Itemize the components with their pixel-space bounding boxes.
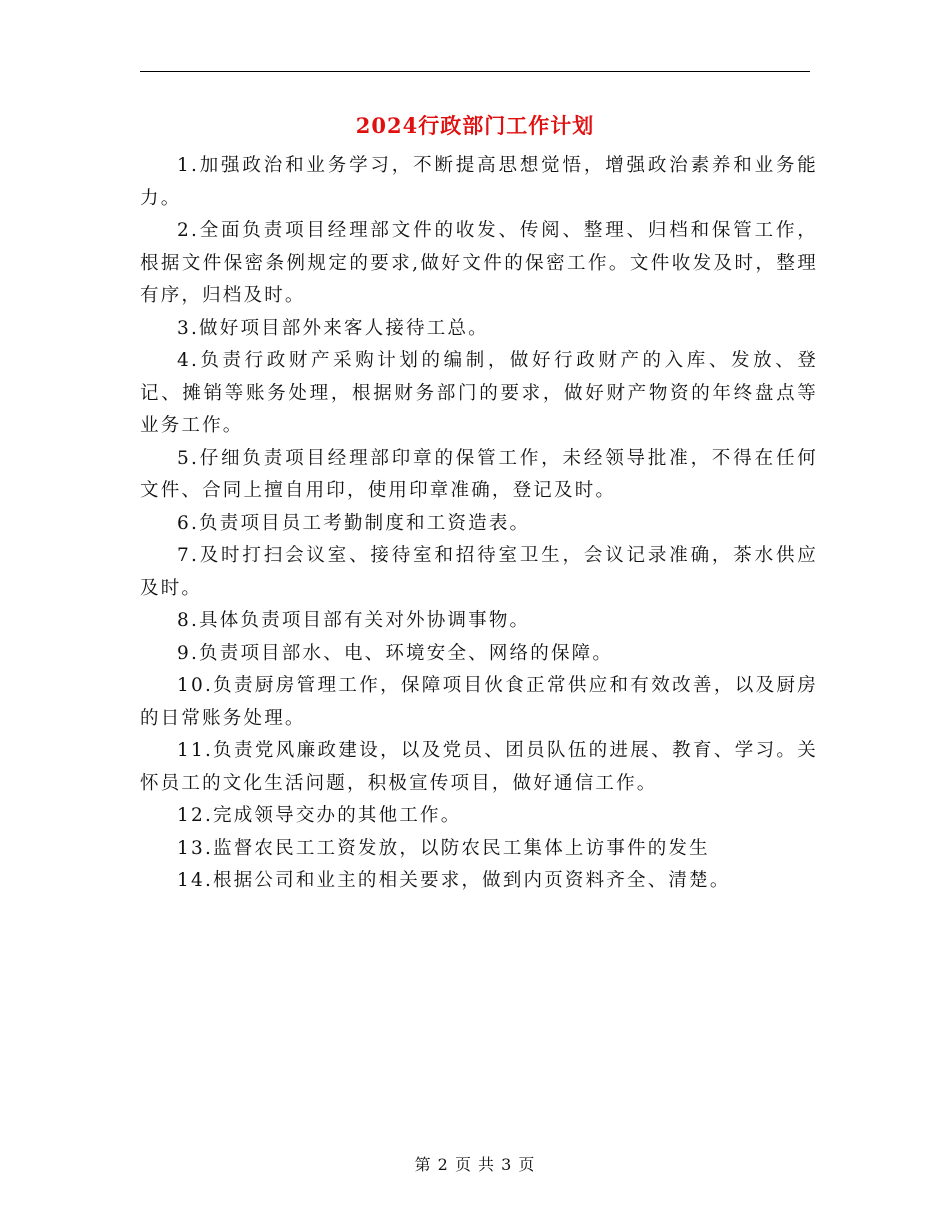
header-rule (140, 71, 810, 72)
paragraph-item-13: 13.监督农民工工资发放，以防农民工集体上访事件的发生 (177, 837, 710, 859)
page-number-footer: 第 2 页 共 3 页 (414, 1155, 536, 1174)
paragraph-item-8: 8.具体负责项目部有关对外协调事物。 (177, 610, 531, 631)
paragraph-item-7: 7.及时打扫会议室、接待室和招待室卫生，会议记录准确，茶水供应及时。 (140, 545, 818, 599)
paragraph-item-1: 1.加强政治和业务学习，不断提高思想觉悟，增强政治素养和业务能力。 (140, 155, 818, 209)
paragraph-item-9: 9.负责项目部水、电、环境安全、网络的保障。 (177, 642, 614, 664)
paragraph-item-10: 10.负责厨房管理工作，保障项目伙食正常供应和有效改善，以及厨房的日常账务处理。 (140, 675, 818, 729)
paragraph-item-11: 11.负责党风廉政建设，以及党员、团员队伍的进展、教育、学习。关怀员工的文化生活问题，积极宣传项目，做好通信工作。 (140, 740, 818, 794)
paragraph-item-6: 6.负责项目员工考勤制度和工资造表。 (177, 512, 531, 534)
paragraph-item-12: 12.完成领导交办的其他工作。 (177, 805, 462, 826)
document-body (140, 150, 818, 898)
paragraph-item-2: 2.全面负责项目经理部文件的收发、传阅、整理、归档和保管工作，根据文件保密条例规定的要求,做好文件的保密工作。文件收发及时，整理有序，归档及时。 (140, 220, 818, 306)
paragraph-item-4: 4.负责行政财产采购计划的编制，做好行政财产的入库、发放、登记、摊销等账务处理，根据财务部门的要求，做好财产物资的年终盘点等业务工作。 (140, 350, 818, 436)
paragraph-item-3: 3.做好项目部外来客人接待工总。 (177, 317, 489, 339)
paragraph-item-14: 14.根据公司和业主的相关要求，做到内页资料齐全、清楚。 (177, 870, 731, 891)
document-title: 2024行政部门工作计划 (355, 113, 595, 138)
paragraph-item-5: 5.仔细负责项目经理部印章的保管工作，未经领导批准，不得在任何文件、合同上擅自用印，使用印章准确，登记及时。 (140, 447, 818, 501)
